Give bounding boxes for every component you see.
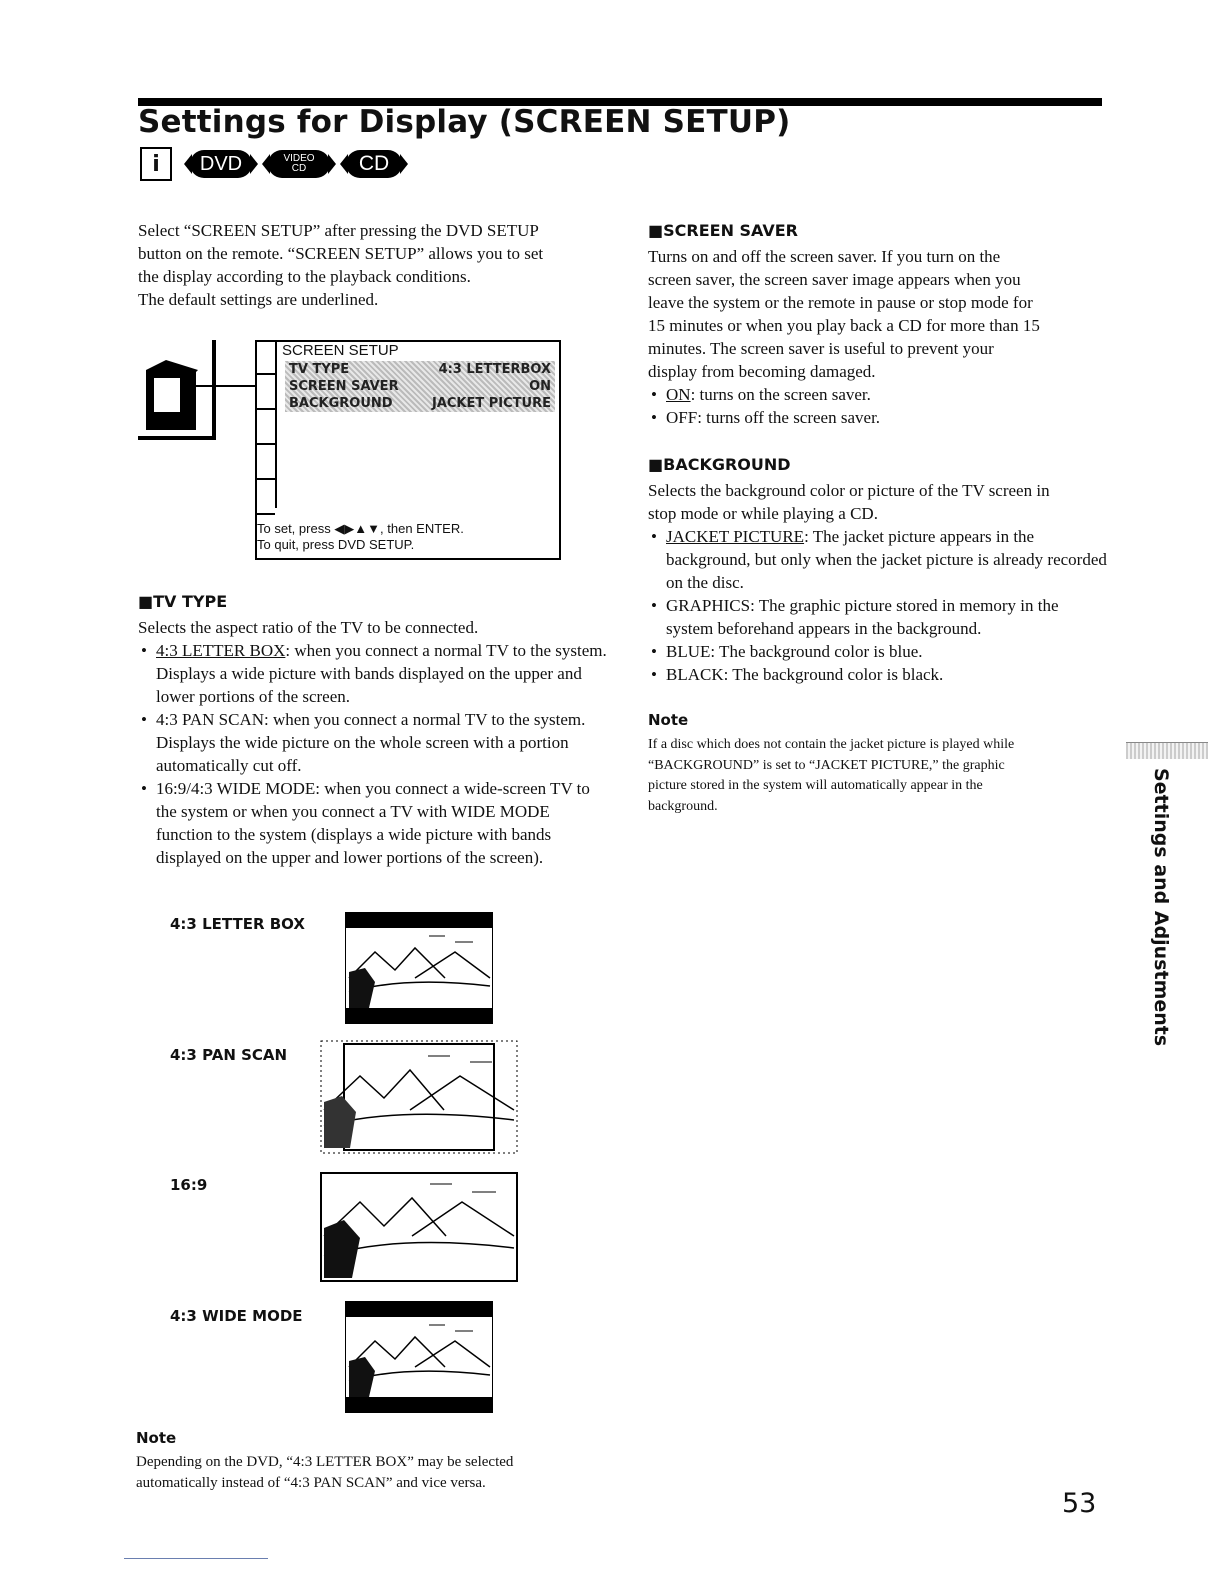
tv-type-desc: Selects the aspect ratio of the TV to be connected. <box>138 618 479 637</box>
option-desc: : The graphic picture stored in memory in the system beforehand appears in the background. <box>666 596 1059 638</box>
note-line: automatically instead of “4:3 PAN SCAN” and vice versa. <box>136 1475 486 1491</box>
text-line: display from becoming damaged. <box>648 362 876 381</box>
menu-side-tab <box>255 375 275 410</box>
note-line: background. <box>648 798 718 814</box>
background-section <box>648 479 1108 686</box>
note-text-right <box>648 735 1118 817</box>
option-key: GRAPHICS <box>666 596 751 615</box>
note-line: If a disc which does not contain the jacket picture is played while <box>648 737 1015 752</box>
option-desc: : turns off the screen saver. <box>697 408 881 427</box>
menu-row-background <box>285 395 555 412</box>
menu-side-tab <box>255 340 275 375</box>
menu-row-label: SCREEN SAVER <box>289 379 399 394</box>
video-cd-badge-bottom: CD <box>291 163 307 174</box>
note-text-left <box>136 1452 616 1494</box>
menu-row-value: 4:3 LETTERBOX <box>438 362 551 377</box>
option-desc: : The jacket picture appears in the background, but only when the jacket picture is already recorded on the disc. <box>666 527 1107 592</box>
list-item <box>138 639 608 708</box>
screen-saver-list <box>648 383 1108 429</box>
mode-label-letterbox: 4:3 LETTER BOX <box>170 915 305 933</box>
dvd-badge: DVD <box>190 150 252 178</box>
list-item <box>648 640 1108 663</box>
list-item <box>138 777 608 869</box>
text-line: 15 minutes or when you play back a CD for more than 15 <box>648 316 1040 335</box>
background-heading-text: BACKGROUND <box>663 455 791 474</box>
screen-saver-heading-text: SCREEN SAVER <box>663 221 798 240</box>
cd-badge: CD <box>346 150 402 178</box>
mode-label-wide-mode: 4:3 WIDE MODE <box>170 1307 303 1325</box>
option-desc: : when you connect a wide-screen TV to the system or when you connect a TV with WIDE MODE function to the system (displays a wide picture with bands displayed on the upper and lower portions of the screen). <box>156 779 590 867</box>
text-line: Selects the background color or picture of the TV screen in <box>648 481 1050 500</box>
option-desc: : The background color is black. <box>723 665 944 684</box>
remote-icon: i <box>140 147 172 181</box>
text-line: minutes. The screen saver is useful to prevent your <box>648 339 994 358</box>
video-cd-badge <box>268 150 330 178</box>
note-heading-right: Note <box>648 711 689 729</box>
menu-row-value: JACKET PICTURE <box>431 396 551 411</box>
option-key: 4:3 LETTER BOX <box>156 641 286 660</box>
tv-type-list <box>138 639 608 869</box>
note-heading-left: Note <box>136 1429 177 1447</box>
option-key: BLACK <box>666 665 724 684</box>
screen-saver-section <box>648 245 1108 429</box>
list-item <box>648 594 1108 640</box>
menu-footer-set: To set, press ◀▶▲▼, then ENTER. <box>257 521 464 536</box>
tv-icon <box>138 340 258 440</box>
list-item <box>648 406 1108 429</box>
note-line: Depending on the DVD, “4:3 LETTER BOX” may be selected <box>136 1454 514 1470</box>
tv-type-heading-text: TV TYPE <box>153 592 228 611</box>
screen-saver-heading: ■SCREEN SAVER <box>648 221 798 240</box>
disc-badges <box>140 144 402 184</box>
side-tab-label: Settings and Adjustments <box>1150 768 1172 1047</box>
option-key: BLUE <box>666 642 711 661</box>
bottom-rule <box>124 1558 268 1559</box>
tv-type-section <box>138 616 608 869</box>
page-title: Settings for Display (SCREEN SETUP) <box>138 104 791 140</box>
menu-side-tabs <box>255 340 277 508</box>
wide-mode-illustration <box>345 1301 493 1413</box>
menu-footer-quit: To quit, press DVD SETUP. <box>257 537 415 552</box>
letterbox-illustration <box>345 912 493 1024</box>
intro-paragraph <box>138 219 608 311</box>
list-item <box>648 663 1108 686</box>
option-desc: : turns on the screen saver. <box>690 385 871 404</box>
list-item <box>648 525 1108 594</box>
side-tab-marker <box>1126 742 1208 759</box>
list-item <box>648 383 1108 406</box>
intro-line: the display according to the playback conditions. <box>138 267 471 286</box>
text-line: stop mode or while playing a CD. <box>648 504 878 523</box>
option-desc: : when you connect a normal TV to the system. Displays a wide picture with bands displayed on the upper and lower portions of the screen. <box>156 641 607 706</box>
wide-16-9-illustration <box>320 1172 518 1282</box>
option-key: JACKET PICTURE <box>666 527 805 546</box>
text-line: leave the system or the remote in pause or stop mode for <box>648 293 1033 312</box>
menu-row-tv-type <box>285 361 555 378</box>
intro-line: The default settings are underlined. <box>138 290 379 309</box>
intro-line: Select “SCREEN SETUP” after pressing the DVD SETUP <box>138 221 539 240</box>
menu-row-value: ON <box>529 379 551 394</box>
option-desc: : The background color is blue. <box>710 642 923 661</box>
option-key: OFF <box>666 408 698 427</box>
text-line: screen saver, the screen saver image appears when you <box>648 270 1021 289</box>
text-line: Turns on and off the screen saver. If you turn on the <box>648 247 1001 266</box>
page-number: 53 <box>1062 1488 1097 1519</box>
menu-side-tab <box>255 410 275 445</box>
list-item <box>138 708 608 777</box>
note-line: “BACKGROUND” is set to “JACKET PICTURE,” the graphic <box>648 757 1005 773</box>
menu-title: SCREEN SETUP <box>282 342 399 359</box>
mode-label-16-9: 16:9 <box>170 1176 208 1194</box>
intro-line: button on the remote. “SCREEN SETUP” allows you to set <box>138 244 544 263</box>
option-key: ON <box>666 385 691 404</box>
menu-row-label: BACKGROUND <box>289 396 393 411</box>
tv-type-heading: ■TV TYPE <box>138 592 228 611</box>
option-key: 4:3 PAN SCAN <box>156 710 265 729</box>
background-heading: ■BACKGROUND <box>648 455 791 474</box>
menu-side-tab <box>255 480 275 515</box>
menu-row-screen-saver <box>285 378 555 395</box>
option-key: 16:9/4:3 WIDE MODE <box>156 779 316 798</box>
note-line: picture stored in the system will automatically appear in the <box>648 778 983 793</box>
video-cd-badge-top: VIDEO <box>283 153 315 164</box>
panscan-illustration <box>320 1040 518 1154</box>
menu-row-label: TV TYPE <box>289 362 350 377</box>
background-list <box>648 525 1108 686</box>
menu-side-tab <box>255 445 275 480</box>
option-desc: : when you connect a normal TV to the system. Displays the wide picture on the whole screen with a portion automatically cut off. <box>156 710 586 775</box>
mode-label-panscan: 4:3 PAN SCAN <box>170 1046 288 1064</box>
